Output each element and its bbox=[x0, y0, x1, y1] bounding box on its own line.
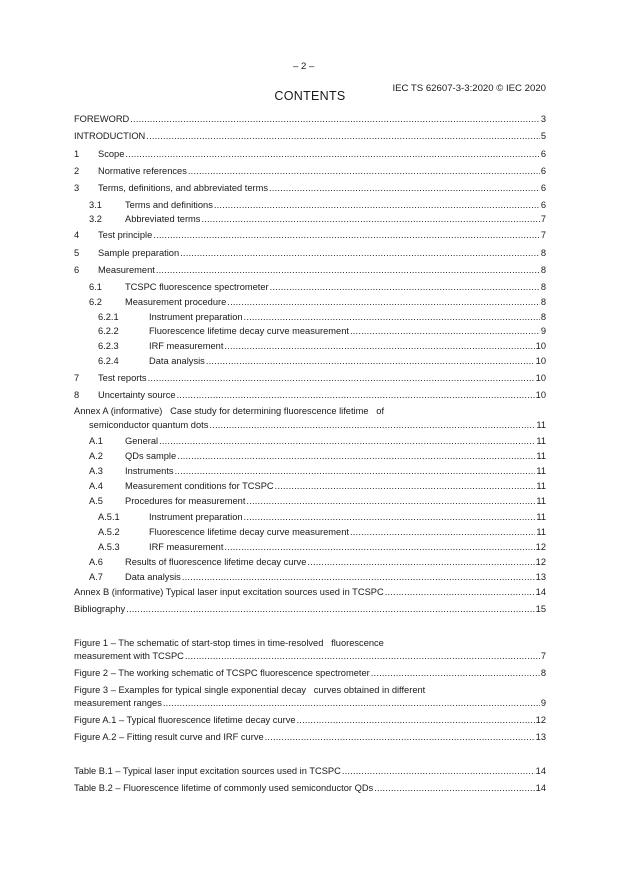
toc-entry-5[interactable]: 5 Sample preparation ..... 8 bbox=[74, 247, 546, 260]
toc-entry-3[interactable]: 3 Terms, definitions, and abbreviated terms ..... 6 bbox=[74, 182, 546, 195]
list-entry-figure-3[interactable]: measurement ranges ..... 9 bbox=[74, 697, 546, 710]
toc-entry-introduction[interactable]: INTRODUCTION ..... 5 bbox=[74, 130, 546, 143]
toc-entry-7[interactable]: 7 Test reports ..... 10 bbox=[74, 372, 546, 385]
list-entry-figure-a-1[interactable]: Figure A.1 – Typical fluorescence lifetime decay curve ..... 12 bbox=[74, 714, 546, 727]
toc-entry-6-2[interactable]: 6.2 Measurement procedure ..... 8 bbox=[89, 296, 546, 309]
toc-entry-4[interactable]: 4 Test principle ..... 7 bbox=[74, 229, 546, 242]
list-entry-table-b-2[interactable]: Table B.2 – Fluorescence lifetime of commonly used semiconductor QDs ..... 14 bbox=[74, 782, 546, 795]
contents-title: CONTENTS bbox=[274, 89, 346, 103]
toc-entry-bibliography[interactable]: Bibliography ..... 15 bbox=[74, 603, 546, 616]
toc-entry-annex-b[interactable]: Annex B (informative) Typical laser input excitation sources used in TCSPC ..... 14 bbox=[74, 586, 546, 599]
toc-annex-a-line1[interactable]: Annex A (informative) Case study for determining fluorescence lifetime of bbox=[74, 406, 385, 416]
toc-entry-8[interactable]: 8 Uncertainty source ..... 10 bbox=[74, 389, 546, 402]
toc-entry-6-2-1[interactable]: 6.2.1 Instrument preparation ..... 8 bbox=[98, 311, 546, 324]
toc-entry-foreword[interactable]: FOREWORD ..... 3 bbox=[74, 113, 546, 126]
toc-entry-annex-a[interactable]: semiconductor quantum dots ..... 11 bbox=[89, 419, 546, 432]
toc-entry-a-2[interactable]: A.2 QDs sample ..... 11 bbox=[89, 450, 546, 463]
figure-1-line1[interactable]: Figure 1 – The schematic of start-stop times in time-resolved fluorescence bbox=[74, 638, 384, 648]
list-entry-figure-a-2[interactable]: Figure A.2 – Fitting result curve and IRF curve ..... 13 bbox=[74, 731, 546, 744]
toc-entry-3-2[interactable]: 3.2 Abbreviated terms ..... 7 bbox=[89, 213, 546, 226]
toc-entry-a-5-3[interactable]: A.5.3 IRF measurement ..... 12 bbox=[98, 541, 546, 554]
page-number: – 2 – bbox=[293, 61, 315, 72]
toc-entry-6-2-4[interactable]: 6.2.4 Data analysis ..... 10 bbox=[98, 355, 546, 368]
toc-entry-1[interactable]: 1 Scope ..... 6 bbox=[74, 148, 546, 161]
toc-entry-a-5-1[interactable]: A.5.1 Instrument preparation ..... 11 bbox=[98, 511, 546, 524]
list-entry-table-b-1[interactable]: Table B.1 – Typical laser input excitation sources used in TCSPC ..... 14 bbox=[74, 765, 546, 778]
toc-entry-6-2-2[interactable]: 6.2.2 Fluorescence lifetime decay curve measurement ..... 9 bbox=[98, 325, 546, 338]
figure-3-line1[interactable]: Figure 3 – Examples for typical single exponential decay curves obtained in different bbox=[74, 685, 426, 695]
toc-entry-6-1[interactable]: 6.1 TCSPC fluorescence spectrometer ..... 8 bbox=[89, 281, 546, 294]
toc-entry-a-4[interactable]: A.4 Measurement conditions for TCSPC ..... 11 bbox=[89, 480, 546, 493]
toc-entry-a-6[interactable]: A.6 Results of fluorescence lifetime decay curve ..... 12 bbox=[89, 556, 546, 569]
toc-entry-2[interactable]: 2 Normative references ..... 6 bbox=[74, 165, 546, 178]
list-entry-figure-1[interactable]: measurement with TCSPC ..... 7 bbox=[74, 650, 546, 663]
toc-entry-3-1[interactable]: 3.1 Terms and definitions ..... 6 bbox=[89, 199, 546, 212]
list-entry-figure-2[interactable]: Figure 2 – The working schematic of TCSPC fluorescence spectrometer ..... 8 bbox=[74, 667, 546, 680]
toc-entry-a-3[interactable]: A.3 Instruments ..... 11 bbox=[89, 465, 546, 478]
toc-entry-a-1[interactable]: A.1 General ..... 11 bbox=[89, 435, 546, 448]
toc-entry-6[interactable]: 6 Measurement ..... 8 bbox=[74, 264, 546, 277]
document-reference: IEC TS 62607-3-3:2020 © IEC 2020 bbox=[392, 83, 546, 94]
toc-entry-a-7[interactable]: A.7 Data analysis ..... 13 bbox=[89, 571, 546, 584]
toc-entry-a-5[interactable]: A.5 Procedures for measurement ..... 11 bbox=[89, 495, 546, 508]
toc-entry-a-5-2[interactable]: A.5.2 Fluorescence lifetime decay curve measurement ..... 11 bbox=[98, 526, 546, 539]
toc-entry-6-2-3[interactable]: 6.2.3 IRF measurement ..... 10 bbox=[98, 340, 546, 353]
